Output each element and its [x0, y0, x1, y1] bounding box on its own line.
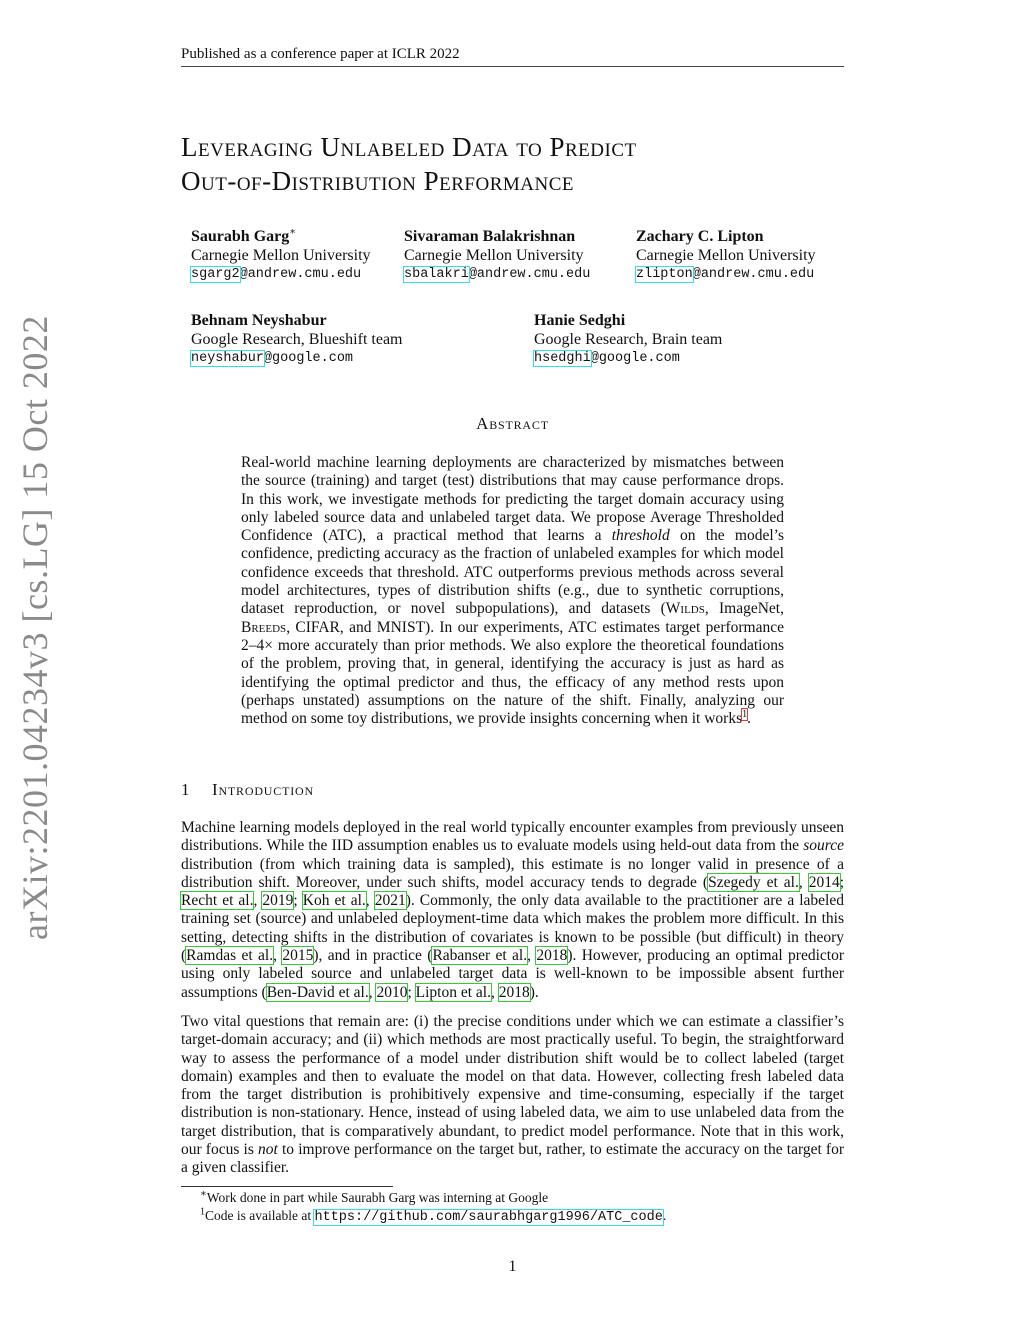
citation-link[interactable]: Recht et al. — [181, 892, 254, 910]
citation-link[interactable]: Ramdas et al. — [186, 947, 274, 965]
footnote-mark: 1 — [200, 1206, 205, 1218]
dataset-name-wilds: Wilds — [665, 600, 705, 618]
author-name: Behnam Neyshabur — [191, 312, 327, 329]
body-text: Machine learning models deployed in the real world typically encounter examples from previously unseen distributions. While the IID assumption enables us to evaluate models using held-out data from the — [181, 819, 844, 855]
email-link[interactable]: neyshabur — [191, 351, 264, 366]
email-domain: @andrew.cmu.edu — [239, 267, 362, 282]
author-name: Sivaraman Balakrishnan — [404, 228, 576, 245]
email-domain: @andrew.cmu.edu — [468, 267, 591, 282]
body-emphasis: source — [803, 837, 844, 855]
abstract-text: Real-world machine learning deployments are characterized by mismatches between the source (training) and target (test) distributions that may cause performance drops. In this work, we investigate methods for predicting the target domain accuracy using only labeled source data and unlabeled target data. We propose Average Thresholded Confidence (ATC), a practical method that learns a — [241, 454, 784, 545]
title-line-1: Leveraging Unlabeled Data to Predict — [181, 132, 637, 162]
author-name: Hanie Sedghi — [534, 312, 626, 329]
dataset-name-breeds: Breeds — [241, 618, 287, 636]
author-block-garg — [191, 227, 371, 284]
footnote-mark: ∗ — [200, 1188, 207, 1200]
abstract-text: , CIFAR, and MNIST). In our experiments, ATC estimates target performance 2–4× more accurately than prior methods. We also explore the theoretical foundations of the problem, proving that, in general, identifying the accuracy is just as hard as identifying the optimal predictor and thus, the efficacy of any method rests upon (perhaps unstated) assumptions on the nature of the shift. Finally, analyzing our method on some toy distributions, we provide insights concerning when it works — [241, 618, 784, 728]
body-text: ), and in practice ( — [313, 947, 433, 965]
citation-year-link[interactable]: 2015 — [282, 947, 314, 965]
abstract-text: , ImageNet, — [704, 600, 784, 618]
author-affiliation: Google Research, Brain team — [534, 331, 723, 348]
citation-link[interactable]: Rabanser et al. — [432, 947, 528, 965]
author-affiliation: Carnegie Mellon University — [636, 247, 816, 264]
intro-paragraph-1: Machine learning models deployed in the real world typically encounter examples from previously unseen distributions. While the IID assumption enables us to evaluate models using held-out data from the source distribution (from which training data is sampled), this estimate is no longer valid in presence of a distribution shift. Moreover, under such shifts, model accuracy tends to degrade (Szegedy et al., 2014; Recht et al., 2019; Koh et al., 2021). Commonly, the only data available to the practitioner are a labeled training set (source) and unlabeled deployment-time data which makes the problem more difficult. In this setting, detecting shifts in the distribution of covariates is known to be possible (but difficult) in theory (Ramdas et al., 2015), and in practice (Rabanser et al., 2018). However, producing an optimal predictor using only labeled source and unlabeled target data is well-known to be impossible absent further assumptions (Ben-David et al., 2010; Lipton et al., 2018). — [181, 819, 845, 1001]
author-affiliation: Carnegie Mellon University — [404, 247, 584, 264]
footnote-divider — [181, 1186, 393, 1187]
code-url-link[interactable]: https://github.com/saurabhgarg1996/ATC_code — [314, 1210, 663, 1225]
citation-link[interactable]: Lipton et al. — [415, 983, 491, 1001]
body-text: ). However, producing an optimal predictor using only labeled source and unlabeled target data is well-known to be impossible absent further assumptions ( — [181, 947, 844, 1001]
citation-year-link[interactable]: 2021 — [374, 892, 406, 910]
body-text: distribution (from which training data is sampled), this estimate is no longer valid in presence of a distribution shift. Moreover, under such shifts, model accuracy tends to degrade ( — [181, 855, 844, 891]
citation-year-link[interactable]: 2014 — [808, 873, 840, 891]
citation-year-link[interactable]: 2010 — [376, 983, 408, 1001]
footnote-text: Code is available at — [205, 1208, 315, 1223]
body-text: ). Commonly, the only data available to the practitioner are a labeled training set (source) and unlabeled deployment-time data which makes the problem more difficult. In this setting, detecting shifts in the distribution of covariates is known to be possible (but difficult) in theory ( — [181, 892, 844, 965]
abstract-text: on the model’s confidence, predicting accuracy as the fraction of unlabeled examples for which model confidence exceeds that threshold. ATC outperforms previous methods across several model architectures, types of distribution shifts (e.g., due to synthetic corruptions, dataset reproduction, or novel subpopulations), and datasets ( — [241, 527, 784, 618]
running-header: Published as a conference paper at ICLR 2022 — [181, 44, 844, 67]
author-block-lipton — [636, 227, 816, 284]
footnote-ref-link[interactable]: 1 — [742, 709, 748, 720]
footnote-text: Work done in part while Saurabh Garg was interning at Google — [206, 1190, 549, 1205]
citation-year-link[interactable]: 2019 — [262, 892, 294, 910]
author-affiliation: Carnegie Mellon University — [191, 247, 371, 264]
author-block-sedghi — [534, 311, 722, 368]
body-text: Two vital questions that remain are: (i) the precise conditions under which we can estimate a classifier’s target-domain accuracy; and (ii) which methods are most practically useful. To begin, the straightforward way to assess the performance of a model under distribution shift would be to collect labeled (target domain) examples and then to evaluate the model on that data. However, collecting fresh labeled data from the target distribution is prohibitively expensive and time-consuming, especially if the target distribution is non-stationary. Hence, instead of using labeled data, we aim to use unlabeled data from the target distribution, that is comparatively abundant, to predict model performance. Note that in this work, our focus is — [181, 1013, 844, 1159]
email-domain: @google.com — [263, 351, 354, 366]
citation-link[interactable]: Koh et al. — [302, 892, 366, 910]
footnote-2 — [200, 1207, 850, 1227]
abstract-body — [241, 454, 784, 728]
footnote-text: . — [662, 1208, 667, 1223]
footnote-1 — [200, 1189, 850, 1207]
citation-year-link[interactable]: 2018 — [498, 983, 530, 1001]
citation-year-link[interactable]: 2018 — [536, 947, 568, 965]
email-link[interactable]: sgarg2 — [191, 267, 240, 282]
author-name: Zachary C. Lipton — [636, 228, 764, 245]
body-text: ). — [529, 983, 539, 1001]
arxiv-identifier[interactable]: arXiv:2201.04234v3 [cs.LG] 15 Oct 2022 — [15, 315, 55, 940]
body-emphasis: not — [258, 1141, 278, 1159]
page-number: 1 — [508, 1258, 517, 1275]
body-text: to improve performance on the target but, rather, to estimate the accuracy on the target for a given classifier. — [181, 1141, 844, 1177]
email-domain: @google.com — [590, 351, 680, 366]
author-block-neyshabur — [191, 311, 403, 368]
section-title: Introduction — [212, 780, 314, 799]
email-link[interactable]: sbalakri — [404, 267, 469, 282]
citation-link[interactable]: Szegedy et al. — [708, 873, 799, 891]
author-block-balakrishnan — [404, 227, 590, 284]
intro-paragraph-2 — [181, 1013, 844, 1178]
citation-link[interactable]: Ben-David et al. — [266, 983, 369, 1001]
email-link[interactable]: hsedghi — [534, 351, 591, 366]
email-domain: @andrew.cmu.edu — [692, 267, 815, 282]
title-line-2: Out-of-Distribution Performance — [181, 166, 574, 196]
author-name: Saurabh Garg — [191, 228, 290, 245]
abstract-heading: Abstract — [476, 414, 549, 433]
author-affiliation: Google Research, Blueshift team — [191, 331, 403, 348]
abstract-text: . — [747, 710, 751, 728]
section-number: 1 — [181, 780, 191, 799]
section-heading-introduction — [181, 780, 314, 800]
paper-title — [181, 130, 844, 198]
email-link[interactable]: zlipton — [636, 267, 693, 282]
abstract-emphasis: threshold — [611, 527, 670, 545]
author-footnote-mark[interactable]: ∗ — [289, 226, 297, 238]
